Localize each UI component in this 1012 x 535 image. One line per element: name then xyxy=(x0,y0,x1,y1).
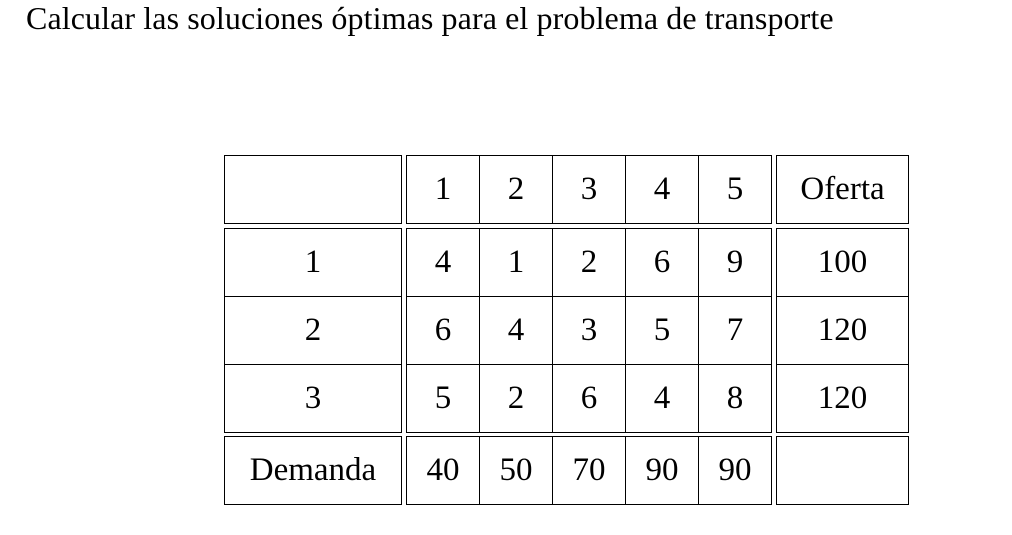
demand-cell: 70 xyxy=(552,436,626,505)
table-row xyxy=(224,296,909,365)
header-corner-cell xyxy=(224,155,402,224)
demand-cell: 90 xyxy=(698,436,772,505)
problem-title: Calcular las soluciones óptimas para el problema de transporte xyxy=(26,0,834,36)
header-cell-destination-2: 2 xyxy=(479,155,553,224)
table-row xyxy=(224,364,909,433)
header-cell-destination-1: 1 xyxy=(406,155,480,224)
supply-cell: 120 xyxy=(776,364,909,433)
row-label-cell: 2 xyxy=(224,296,402,365)
table-demand-row xyxy=(224,436,909,505)
cost-cell: 2 xyxy=(552,228,626,297)
cost-cell: 6 xyxy=(552,364,626,433)
supply-cell: 100 xyxy=(776,228,909,297)
header-cell-destination-3: 3 xyxy=(552,155,626,224)
cost-cell: 4 xyxy=(625,364,699,433)
cost-cell: 6 xyxy=(406,296,480,365)
header-cell-destination-5: 5 xyxy=(698,155,772,224)
cost-cell: 5 xyxy=(406,364,480,433)
cost-cell: 6 xyxy=(625,228,699,297)
demand-cell: 90 xyxy=(625,436,699,505)
supply-cell: 120 xyxy=(776,296,909,365)
demand-cell: 50 xyxy=(479,436,553,505)
cost-cell: 4 xyxy=(479,296,553,365)
cost-cell: 7 xyxy=(698,296,772,365)
table-row xyxy=(224,228,909,297)
cost-cell: 5 xyxy=(625,296,699,365)
demand-label-cell: Demanda xyxy=(224,436,402,505)
row-label-cell: 1 xyxy=(224,228,402,297)
cost-cell: 9 xyxy=(698,228,772,297)
cost-cell: 4 xyxy=(406,228,480,297)
empty-corner-cell xyxy=(776,436,909,505)
cost-cell: 3 xyxy=(552,296,626,365)
cost-cell: 1 xyxy=(479,228,553,297)
row-label-cell: 3 xyxy=(224,364,402,433)
table-header-row xyxy=(224,155,909,224)
cost-cell: 2 xyxy=(479,364,553,433)
header-cell-supply: Oferta xyxy=(776,155,909,224)
demand-cell: 40 xyxy=(406,436,480,505)
transport-table xyxy=(224,155,909,505)
header-cell-destination-4: 4 xyxy=(625,155,699,224)
cost-cell: 8 xyxy=(698,364,772,433)
